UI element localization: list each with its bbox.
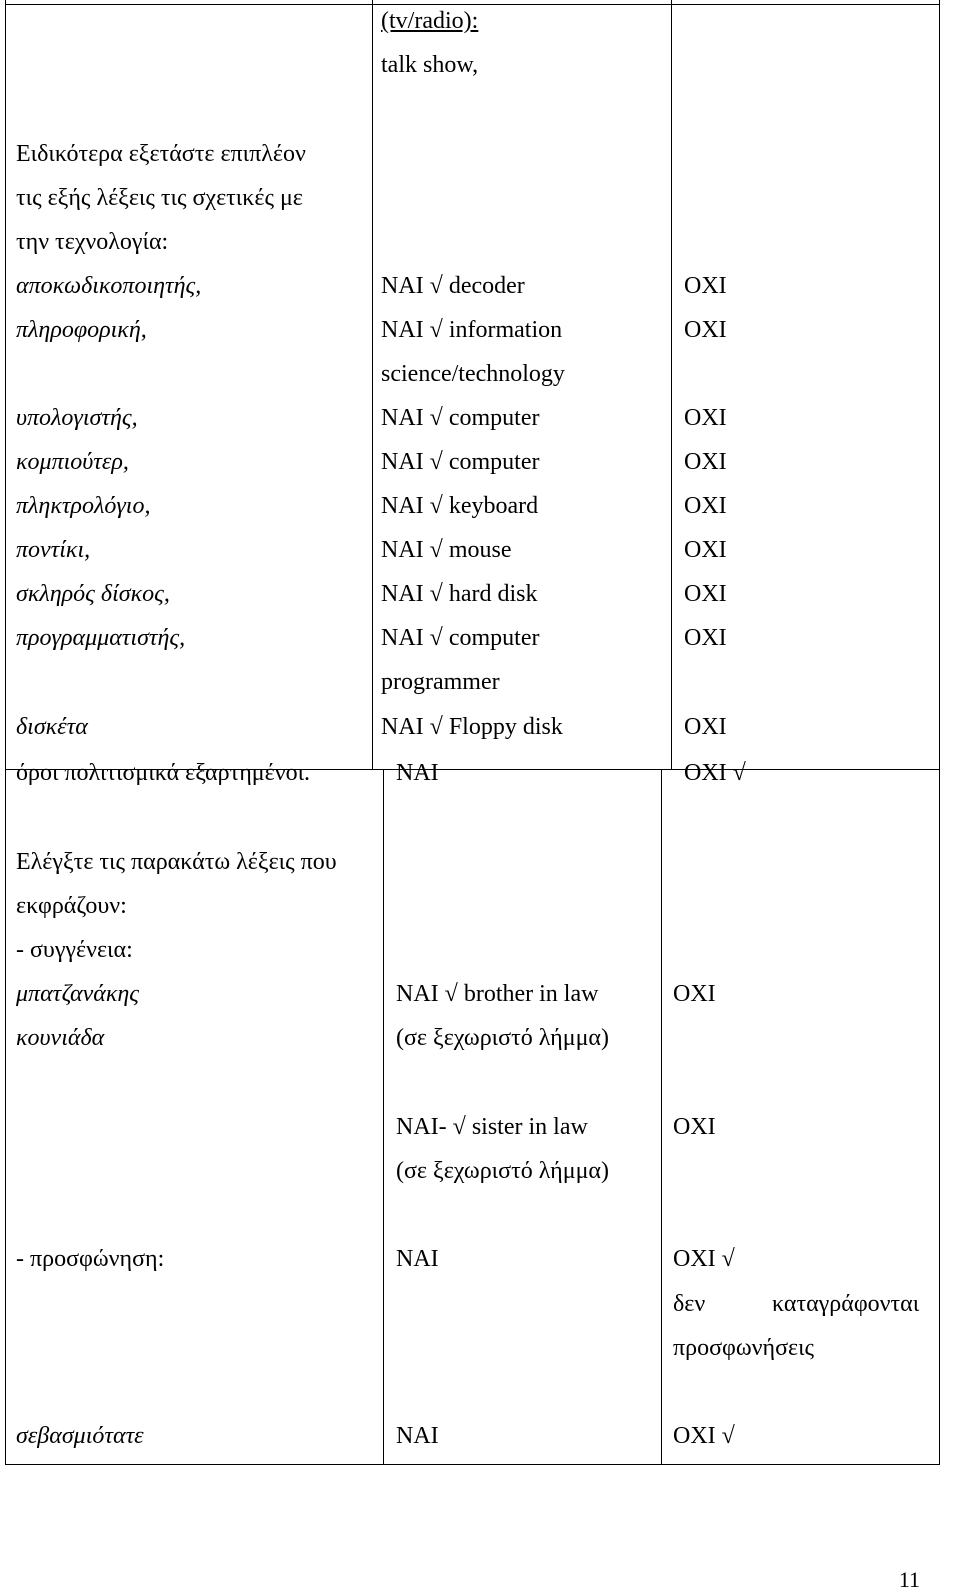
yes-cell: NAI √ mouse (381, 537, 512, 563)
term-cell: πληκτρολόγιο, (16, 493, 151, 519)
yes-cell: NAI √ brother in law (396, 981, 599, 1007)
no-cell: OXI (684, 449, 727, 475)
yes-cell: (σε ξεχωριστό λήμμα) (396, 1025, 609, 1051)
yes-cell: NAI (396, 760, 439, 786)
table2-border-col1 (383, 769, 384, 1465)
yes-cell: NAI √ hard disk (381, 581, 538, 607)
yes-cell: NAI √ computer (381, 449, 540, 475)
no-cell: OXI (684, 405, 727, 431)
note-text: καταγράφονται (772, 1291, 920, 1317)
no-cell: OXI (684, 625, 727, 651)
term-cell: σκληρός δίσκος, (16, 581, 170, 607)
table-border-col1 (372, 0, 373, 770)
table-border-right (939, 0, 940, 770)
table-border-top-row (5, 4, 940, 5)
no-cell: OXI √ (673, 1423, 735, 1449)
instruction-line: εκφράζουν: (16, 893, 127, 919)
note-text: προσφωνήσεις (673, 1335, 815, 1361)
yes-cell: NAI (396, 1423, 439, 1449)
term-cell: μπατζανάκης (16, 981, 139, 1007)
table2-border-left (5, 769, 6, 1465)
term-cell: υπολογιστής, (16, 405, 138, 431)
no-cell: OXI (673, 981, 716, 1007)
intro-line: την τεχνολογία: (16, 229, 169, 255)
term-cell: προγραμματιστής, (16, 625, 186, 651)
no-cell: OXI (684, 273, 727, 299)
no-cell: OXI (673, 1114, 716, 1140)
no-cell: OXI √ (673, 1246, 735, 1272)
term-cell: - προσφώνηση: (16, 1246, 165, 1272)
term-cell: δισκέτα (16, 714, 88, 740)
no-cell: OXI (684, 714, 727, 740)
term-cell: όροι πολιτισμικά εξαρτημένοι. (16, 760, 311, 786)
yes-cell: NAI √ keyboard (381, 493, 539, 519)
instruction-line: Ελέγξτε τις παρακάτω λέξεις που (16, 849, 337, 875)
table2-border-bottom (5, 1464, 940, 1465)
term-cell: πληροφορική, (16, 317, 147, 343)
table2-border-right (939, 769, 940, 1465)
no-cell: OXI (684, 537, 727, 563)
note-text: δεν (673, 1291, 706, 1317)
yes-cell: NAI √ computer (381, 405, 540, 431)
no-cell: OXI (684, 581, 727, 607)
table-border-left (5, 0, 6, 770)
no-cell: OXI √ (684, 760, 746, 786)
yes-cell: NAI √ decoder (381, 273, 525, 299)
yes-cell: NAI √ computer (381, 625, 540, 651)
yes-cell: NAI √ Floppy disk (381, 714, 563, 740)
header-cell-tvradio: (tv/radio): (381, 8, 479, 34)
term-cell: σεβασμιότατε (16, 1423, 144, 1449)
table2-border-col2 (661, 769, 662, 1465)
no-cell: OXI (684, 493, 727, 519)
intro-line: τις εξής λέξεις τις σχετικές με (16, 185, 303, 211)
yes-cell: programmer (381, 669, 500, 695)
no-cell: OXI (684, 317, 727, 343)
yes-cell: science/technology (381, 361, 565, 387)
term-cell: κουνιάδα (16, 1025, 105, 1051)
intro-line: Ειδικότερα εξετάστε επιπλέον (16, 141, 306, 167)
header-cell-talkshow: talk show, (381, 52, 479, 78)
yes-cell: NAI- √ sister in law (396, 1114, 588, 1140)
term-cell: ποντίκι, (16, 537, 91, 563)
instruction-line: - συγγένεια: (16, 937, 133, 963)
term-cell: αποκωδικοποιητής, (16, 273, 202, 299)
term-cell: κομπιούτερ, (16, 449, 129, 475)
page-number: 11 (898, 1567, 920, 1592)
yes-cell: (σε ξεχωριστό λήμμα) (396, 1158, 609, 1184)
yes-cell: NAI √ information (381, 317, 563, 343)
yes-cell: NAI (396, 1246, 439, 1272)
table-border-col2 (671, 0, 672, 770)
